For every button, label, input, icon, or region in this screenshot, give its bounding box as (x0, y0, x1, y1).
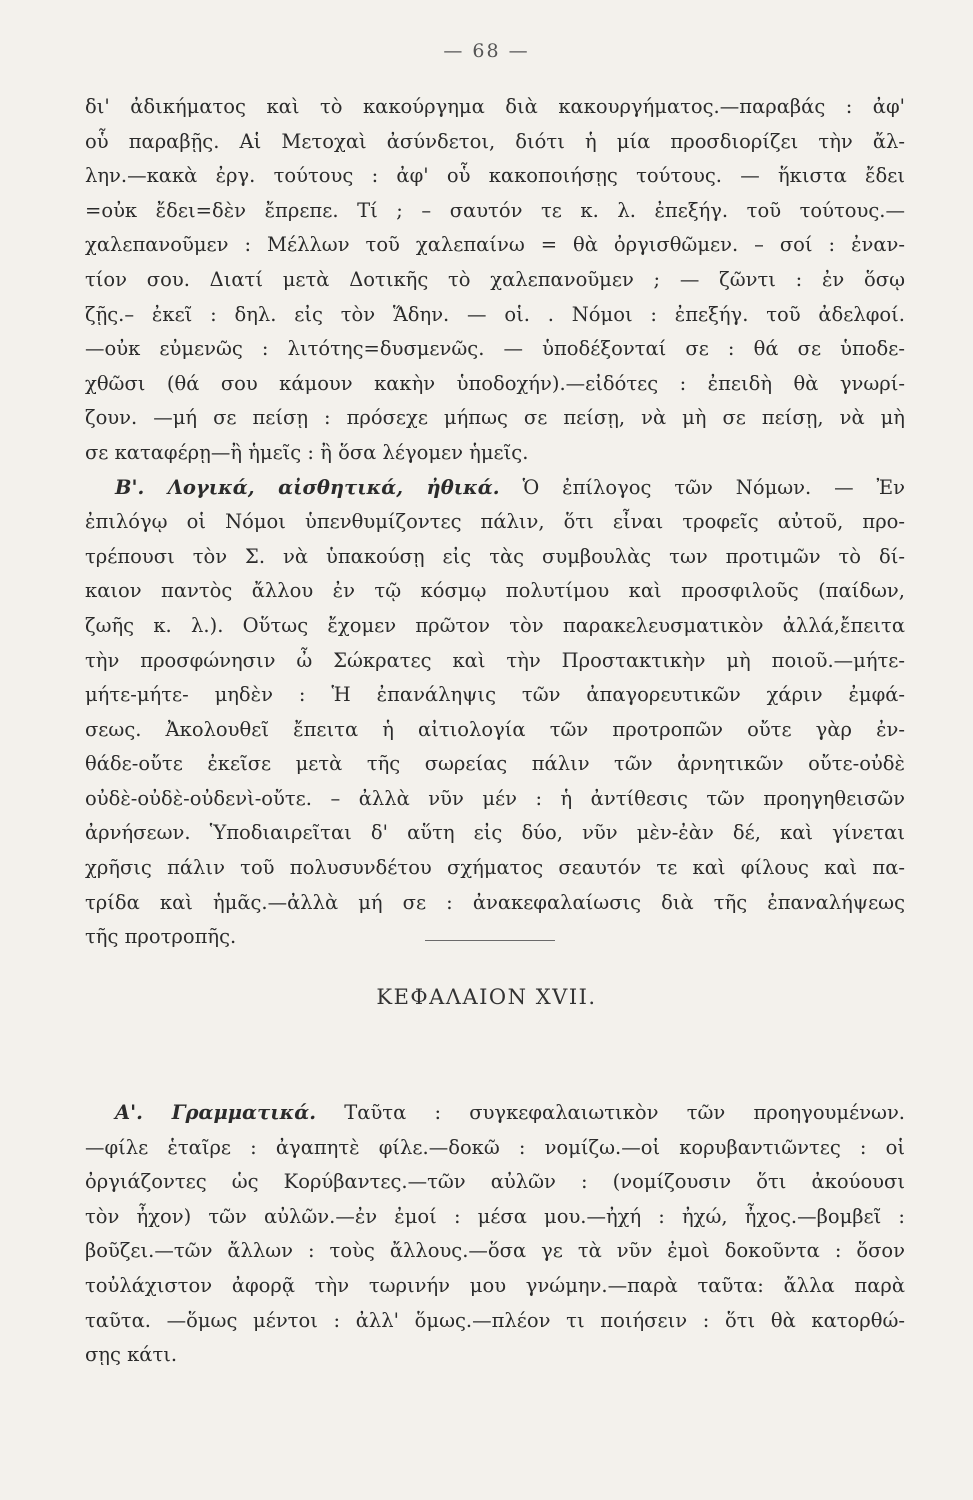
text-line: οὗ παραβῇς. Αἱ Μετοχαὶ ἀσύνδετοι, διότι ἡ μία προσδιορίζει τὴν ἄλ- (85, 129, 905, 153)
text-line: βοῦζει.—τῶν ἄλλων : τοὺς ἄλλους.—ὅσα γε τὰ νῦν ἐμοὶ δοκοῦντα : ὅσον (85, 1239, 905, 1263)
section-two-text (85, 1096, 905, 1373)
text-line: τρίδα καὶ ἡμᾶς.—ἀλλὰ μή σε : ἀνακεφαλαίωσις διὰ τῆς ἐπαναλήψεως (85, 890, 905, 914)
text-line: σε καταφέρῃ—ἢ ἡμεῖς : ἢ ὅσα λέγομεν ἡμεῖς. (85, 440, 529, 464)
section-one-text (85, 90, 905, 955)
chapter-title: ΚΕΦΑΛΑΙΟΝ XVII. (376, 985, 597, 1009)
section-b-heading-rest: Ὁ ἐπίλογος τῶν Νόμων. — Ἐν (499, 475, 905, 499)
text-line: χθῶσι (θά σου κάμουν κακὴν ὑποδοχήν).—εἰδότες : ἐπειδὴ θὰ γνωρί- (85, 371, 905, 395)
text-line: τῆς προτροπῆς. (85, 925, 237, 949)
text-line: —οὐκ εὐμενῶς : λιτότης=δυσμενῶς. — ὑποδέξονταί σε : θά σε ὑποδε- (85, 337, 905, 361)
text-line: =οὐκ ἔδει=δὲν ἔπρεπε. Τί ; – σαυτόν τε κ. λ. ἐπεξήγ. τοῦ τούτους.— (85, 198, 905, 222)
text-line: ὀργιάζοντες ὡς Κορύβαντες.—τῶν αὐλῶν : (νομίζουσιν ὅτι ἀκούουσι (85, 1170, 905, 1194)
section-a-heading-line (85, 1096, 905, 1131)
text-line: ζωῆς κ. λ.). Οὕτως ἔχομεν πρῶτον τὸν παρακελευσματικὸν ἀλλά,ἔπειτα (85, 613, 905, 637)
page-number: — 68 — (443, 40, 530, 62)
text-line: σεως. Ἀκολουθεῖ ἔπειτα ἡ αἰτιολογία τῶν προτροπῶν οὔτε γὰρ ἐν- (85, 717, 905, 741)
text-line: θάδε-οὔτε ἐκεῖσε μετὰ τῆς σωρείας πάλιν τῶν ἀρνητικῶν οὔτε-οὐδὲ (85, 752, 905, 776)
text-line: χαλεπανοῦμεν : Μέλλων τοῦ χαλεπαίνω = θὰ ὀργισθῶμεν. – σοί : ἐναν- (85, 233, 905, 257)
text-line: μήτε-μήτε- μηδὲν : Ἡ ἐπανάληψις τῶν ἀπαγορευτικῶν χάριν ἐμφά- (85, 683, 905, 707)
text-line: τὴν προσφώνησιν ὦ Σώκρατες καὶ τὴν Προστακτικὴν μὴ ποιοῦ.—μήτε- (85, 648, 905, 672)
text-line: λην.—κακὰ ἐργ. τούτους : ἀφ' οὗ κακοποιήσῃς τούτους. — ἥκιστα ἔδει (85, 164, 905, 188)
text-line: —φίλε ἑταῖρε : ἀγαπητὲ φίλε.—δοκῶ : νομίζω.—οἱ κορυβαντιῶντες : οἱ (85, 1135, 905, 1159)
text-line: τὸν ἦχον) τῶν αὐλῶν.—ἐν ἐμοί : μέσα μου.—ἠχή : ἠχώ, ἦχος.—βομβεῖ : (85, 1204, 905, 1228)
text-line: ζῇς.– ἐκεῖ : δηλ. εἰς τὸν Ἅδην. — οἱ. . Νόμοι : ἐπεξήγ. τοῦ ἀδελφοί. (85, 302, 905, 326)
text-line: τοὐλάχιστον ἀφορᾷ τὴν τωρινήν μου γνώμην.—παρὰ ταῦτα: ἄλλα παρὰ (85, 1273, 905, 1297)
text-line: τίον σου. Διατί μετὰ Δοτικῆς τὸ χαλεπανοῦμεν ; — ζῶντι : ἐν ὅσῳ (85, 267, 905, 291)
text-line: σῃς κάτι. (85, 1343, 178, 1367)
section-a-heading: Α'. Γραμματικά. (115, 1101, 317, 1124)
section-b-heading-line (85, 471, 905, 506)
text-line: ταῦτα. —ὅμως μέντοι : ἀλλ' ὅμως.—πλέον τι ποιήσειν : ὅτι θὰ κατορθώ- (85, 1308, 905, 1332)
section-divider (425, 940, 555, 941)
text-line: ἀρνήσεων. Ὑποδιαιρεῖται δ' αὕτη εἰς δύο, νῦν μὲν-ἐὰν δέ, καὶ γίνεται (85, 821, 905, 845)
text-line: οὐδὲ-οὐδὲ-οὐδενὶ-οὔτε. – ἀλλὰ νῦν μέν : ἡ ἀντίθεσις τῶν προηγηθεισῶν (85, 786, 905, 810)
text-line: ζουν. —μή σε πείσῃ : πρόσεχε μήπως σε πείσῃ, νὰ μὴ σε πείσῃ, νὰ μὴ (85, 406, 905, 430)
text-line: τρέπουσι τὸν Σ. νὰ ὑπακούσῃ εἰς τὰς συμβουλὰς των προτιμῶν τὸ δί- (85, 544, 905, 568)
text-line: ἐπιλόγῳ οἱ Νόμοι ὑπενθυμίζοντες πάλιν, ὅτι εἶναι τροφεῖς αὐτοῦ, προ- (85, 510, 905, 534)
section-a-heading-rest: Ταῦτα : συγκεφαλαιωτικὸν τῶν προηγουμένων. (316, 1101, 905, 1124)
text-line: χρῆσις πάλιν τοῦ πολυσυνδέτου σχήματος σεαυτόν τε καὶ φίλους καὶ πα- (85, 856, 905, 880)
section-b-heading: Β'. Λογικά, αἰσθητικά, ἠθικά. (115, 475, 500, 499)
text-line: καιον παντὸς ἄλλου ἐν τῷ κόσμῳ πολυτίμου καὶ προσφιλοῦς (παίδων, (85, 579, 905, 603)
text-line: δι' ἀδικήματος καὶ τὸ κακούργημα διὰ κακουργήματος.—παραβάς : ἀφ' (85, 95, 905, 118)
